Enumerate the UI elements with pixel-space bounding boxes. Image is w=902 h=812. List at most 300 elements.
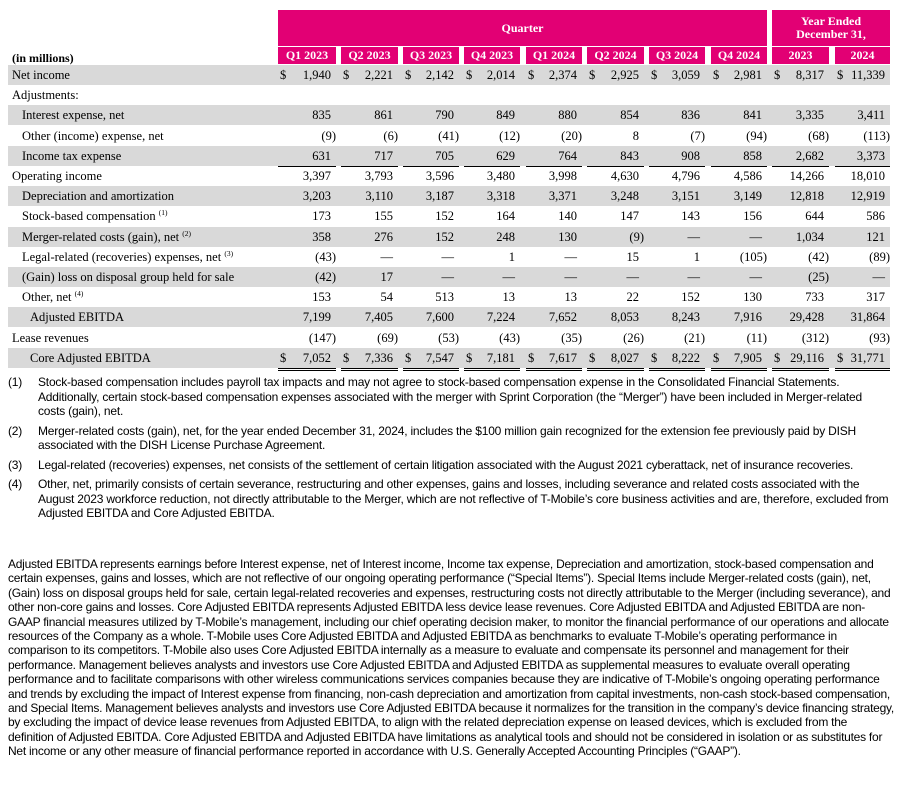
table-cell: [403, 206, 459, 226]
footnote-3: [8, 458, 892, 473]
cell-value: 173: [312, 209, 331, 224]
table-cell: [403, 227, 459, 247]
cell-value: 790: [435, 108, 454, 123]
double-underline: [649, 368, 705, 371]
cell-value: 3,059: [671, 68, 700, 82]
column-header: Q3 2024: [649, 47, 705, 64]
cell-value: 3,187: [425, 189, 454, 204]
cell-value: 513: [435, 290, 454, 305]
table-cell: [341, 247, 398, 267]
table-row: [8, 166, 890, 186]
cell-value: 3,793: [364, 169, 393, 183]
cell-value: (42): [315, 270, 336, 284]
table-cell: [526, 307, 582, 327]
dollar-sign: $: [405, 350, 412, 365]
cell-value: —: [872, 270, 885, 284]
table-cell: [835, 166, 890, 186]
cell-value: 29,116: [790, 350, 824, 365]
cell-value: (20): [561, 128, 582, 143]
footnote-number: (2): [8, 423, 23, 438]
dollar-sign: $: [280, 68, 287, 82]
table-row: [8, 307, 890, 327]
dollar-sign: $: [405, 68, 412, 82]
double-underline: [711, 368, 767, 371]
table-cell: [341, 206, 398, 226]
cell-value: 12,818: [789, 189, 824, 204]
table-cell: [526, 166, 582, 186]
table-cell: [278, 267, 336, 287]
row-label-text: Lease revenues: [12, 330, 89, 345]
table-cell: [587, 166, 644, 186]
units-label: (in millions): [12, 51, 74, 65]
double-underline: [587, 368, 644, 371]
table-cell: [835, 105, 890, 125]
table-cell: [403, 146, 459, 166]
footnote-number: (4): [8, 477, 23, 491]
cell-value: 7,617: [548, 350, 577, 365]
table-cell: [464, 105, 520, 125]
table-cell: [278, 287, 336, 307]
cell-value: (89): [869, 249, 890, 264]
table-cell: [835, 146, 890, 166]
cell-value: 7,336: [364, 350, 393, 365]
cell-value: —: [441, 270, 454, 284]
table-cell: [772, 65, 829, 85]
table-cell: [835, 65, 890, 85]
table-cell: [772, 206, 829, 226]
table-cell: [835, 348, 890, 368]
cell-value: —: [502, 270, 515, 284]
table-cell: [711, 206, 767, 226]
cell-value: 631: [312, 148, 331, 163]
table-cell: [341, 307, 398, 327]
cell-value: 4,796: [671, 169, 700, 183]
table-cell: [341, 348, 398, 368]
table-cell: [526, 267, 582, 287]
cell-value: —: [749, 229, 762, 244]
table-cell: [587, 65, 644, 85]
cell-value: 248: [496, 229, 515, 244]
table-cell: [278, 126, 336, 146]
cell-value: 143: [681, 209, 700, 224]
table-cell: [711, 146, 767, 166]
cell-value: —: [687, 229, 700, 244]
table-cell: [464, 146, 520, 166]
table-cell: [587, 227, 644, 247]
footnote-reference: (2): [182, 228, 191, 238]
dollar-sign: $: [837, 68, 844, 82]
table-cell: [649, 186, 705, 206]
table-cell: [341, 186, 398, 206]
table-cell: [526, 206, 582, 226]
row-label: [22, 186, 174, 206]
row-label-text: Other (income) expense, net: [22, 128, 164, 143]
cell-value: 3,151: [671, 189, 700, 204]
cell-value: 1: [508, 249, 515, 264]
table-cell: [587, 287, 644, 307]
table-cell: [464, 267, 520, 287]
cell-value: 858: [743, 148, 762, 163]
cell-value: 2,925: [610, 68, 639, 82]
cell-value: 156: [743, 209, 762, 224]
row-label-text: Income tax expense: [22, 148, 122, 163]
table-cell: [464, 166, 520, 186]
cell-value: 8,243: [671, 310, 700, 325]
cell-value: 4,630: [610, 169, 639, 183]
double-underline: [403, 368, 459, 371]
row-label-text: Adjustments:: [12, 88, 79, 103]
cell-value: (7): [690, 128, 705, 143]
table-cell: [649, 166, 705, 186]
column-header: Q1 2024: [526, 47, 582, 64]
cell-value: (312): [801, 330, 829, 345]
table-cell: [772, 287, 829, 307]
cell-value: 3,149: [733, 189, 762, 204]
dollar-sign: $: [713, 68, 720, 82]
cell-value: 7,199: [302, 310, 331, 325]
table-cell: [772, 186, 829, 206]
footnote-text: Other, net, primarily consists of certain severance, restructuring and other expenses, gains and losses, including severance and related costs associated with the August 2023 workforce reduction, not directly attributable to the Merger, which are not reflective of T-Mobile’s core business activities and are, therefore, excluded from Adjusted EBITDA and Core Adjusted EBITDA.: [38, 477, 889, 520]
cell-value: (43): [499, 330, 520, 345]
table-cell: [587, 105, 644, 125]
table-cell: [403, 267, 459, 287]
table-row: [8, 328, 890, 348]
dollar-sign: $: [651, 350, 658, 365]
table-cell: [587, 146, 644, 166]
table-cell: [649, 227, 705, 247]
cell-value: 152: [435, 229, 454, 244]
table-cell: [711, 65, 767, 85]
cell-value: (11): [746, 330, 767, 345]
table-cell: [711, 126, 767, 146]
cell-value: 11,339: [851, 68, 885, 82]
cell-value: 29,428: [789, 310, 824, 325]
footnote-1: [8, 375, 892, 419]
table-cell: [278, 247, 336, 267]
cell-value: 3,203: [302, 189, 331, 204]
table-cell: [464, 247, 520, 267]
cell-value: 8,222: [671, 350, 700, 365]
row-label: [22, 126, 164, 146]
table-cell: [464, 328, 520, 348]
table-cell: [526, 348, 582, 368]
cell-value: 22: [626, 290, 639, 305]
table-cell: [341, 146, 398, 166]
row-label-text: Core Adjusted EBITDA: [30, 350, 151, 365]
table-cell: [341, 328, 398, 348]
cell-value: 3,411: [857, 108, 885, 123]
cell-value: 31,864: [850, 310, 885, 325]
table-cell: [711, 267, 767, 287]
table-cell: [341, 287, 398, 307]
table-cell: [587, 307, 644, 327]
cell-value: (43): [315, 249, 336, 264]
table-row: [8, 126, 890, 146]
cell-value: 854: [620, 108, 639, 123]
table-cell: [403, 247, 459, 267]
cell-value: 1,034: [795, 229, 824, 244]
table-row: [8, 227, 890, 247]
cell-value: 7,652: [548, 310, 577, 325]
cell-value: 2,142: [425, 68, 454, 82]
column-header: Q2 2024: [587, 47, 644, 64]
row-label: [12, 65, 70, 85]
cell-value: 4,586: [733, 169, 762, 183]
cell-value: 908: [681, 148, 700, 163]
cell-value: 164: [496, 209, 515, 224]
cell-value: —: [564, 249, 577, 264]
cell-value: 130: [743, 290, 762, 305]
table-cell: [341, 126, 398, 146]
cell-value: 12,919: [850, 189, 885, 204]
table-cell: [403, 186, 459, 206]
cell-value: 8,053: [610, 310, 639, 325]
cell-value: (105): [739, 249, 767, 264]
cell-value: 717: [374, 148, 393, 163]
dollar-sign: $: [774, 68, 781, 82]
year-header-line1: Year Ended: [800, 14, 862, 28]
table-cell: [341, 65, 398, 85]
table-cell: [278, 206, 336, 226]
footnote-reference: (4): [74, 289, 84, 299]
cell-value: 644: [805, 209, 824, 224]
cell-value: 7,405: [364, 310, 393, 325]
cell-value: (68): [808, 128, 829, 143]
table-cell: [526, 227, 582, 247]
cell-value: (21): [684, 330, 705, 345]
cell-value: (41): [438, 128, 459, 143]
table-row: [8, 65, 890, 85]
table-row: [8, 247, 890, 267]
table-cell: [649, 105, 705, 125]
table-cell: [464, 186, 520, 206]
table-cell: [278, 186, 336, 206]
table-cell: [526, 287, 582, 307]
table-cell: [772, 146, 829, 166]
cell-value: 8,317: [795, 68, 824, 82]
table-cell: [772, 126, 829, 146]
table-cell: [835, 287, 890, 307]
table-cell: [649, 328, 705, 348]
table-cell: [587, 206, 644, 226]
cell-value: 155: [374, 209, 393, 224]
table-cell: [711, 186, 767, 206]
table-cell: [403, 348, 459, 368]
cell-value: 733: [805, 290, 824, 305]
cell-value: 18,010: [850, 169, 885, 183]
cell-value: 880: [558, 108, 577, 123]
dollar-sign: $: [651, 68, 658, 82]
dollar-sign: $: [466, 68, 473, 82]
table-row: [8, 287, 890, 307]
table-cell: [587, 247, 644, 267]
cell-value: 7,547: [425, 350, 454, 365]
table-cell: [649, 206, 705, 226]
quarter-group-header: Quarter: [278, 10, 767, 46]
dollar-sign: $: [343, 68, 350, 82]
cell-value: (53): [438, 330, 459, 345]
dollar-sign: $: [589, 68, 596, 82]
table-cell: [278, 328, 336, 348]
table-cell: [835, 126, 890, 146]
table-cell: [464, 126, 520, 146]
table-row: [8, 105, 890, 125]
table-cell: [711, 348, 767, 368]
cell-value: 152: [681, 290, 700, 305]
table-cell: [587, 328, 644, 348]
table-cell: [835, 307, 890, 327]
cell-value: (113): [863, 128, 890, 143]
year-header-line2: December 31,: [796, 27, 866, 41]
cell-value: 7,052: [302, 350, 331, 365]
table-cell: [278, 166, 336, 186]
cell-value: 14,266: [789, 169, 824, 183]
table-cell: [835, 227, 890, 247]
table-cell: [649, 287, 705, 307]
row-label: [12, 85, 79, 105]
cell-value: 130: [558, 229, 577, 244]
table-cell: [711, 307, 767, 327]
table-cell: [772, 227, 829, 247]
table-row: [8, 348, 890, 368]
row-label: [30, 307, 124, 327]
cell-value: 705: [435, 148, 454, 163]
table-cell: [587, 348, 644, 368]
table-cell: [772, 267, 829, 287]
cell-value: 152: [435, 209, 454, 224]
table-cell: [649, 247, 705, 267]
cell-value: 7,916: [733, 310, 762, 325]
cell-value: (6): [383, 128, 398, 143]
table-cell: [772, 105, 829, 125]
row-label-text: Other, net: [22, 290, 72, 305]
table-row: [8, 267, 890, 287]
table-cell: [278, 227, 336, 247]
table-cell: [526, 328, 582, 348]
table-cell: [526, 247, 582, 267]
table-cell: [772, 348, 829, 368]
table-cell: [403, 65, 459, 85]
row-label-text: Operating income: [12, 169, 102, 183]
row-label: [30, 348, 151, 368]
table-cell: [403, 166, 459, 186]
cell-value: 15: [626, 249, 639, 264]
row-label: [22, 227, 191, 247]
year-group-header: [772, 10, 890, 46]
row-label: [12, 328, 89, 348]
row-label-text: Depreciation and amortization: [22, 189, 175, 204]
cell-value: 836: [681, 108, 700, 123]
double-underline: [772, 368, 829, 371]
cell-value: 3,371: [548, 189, 577, 204]
cell-value: (94): [746, 128, 767, 143]
dollar-sign: $: [713, 350, 720, 365]
footnote-2: [8, 424, 892, 453]
cell-value: 3,373: [856, 148, 885, 163]
dollar-sign: $: [528, 68, 535, 82]
cell-value: —: [564, 270, 577, 284]
cell-value: 13: [502, 290, 515, 305]
cell-value: (9): [629, 229, 644, 244]
cell-value: 7,905: [733, 350, 762, 365]
column-header: 2023: [772, 47, 829, 64]
row-label: [12, 166, 102, 186]
dollar-sign: $: [589, 350, 596, 365]
row-label: [22, 287, 83, 307]
table-cell: [526, 146, 582, 166]
table-cell: [835, 247, 890, 267]
cell-value: (147): [308, 330, 336, 345]
footnotes: [8, 375, 892, 526]
cell-value: 54: [380, 290, 393, 305]
ebitda-definition-paragraph: Adjusted EBITDA represents earnings before Interest expense, net of Interest income, Income tax expense, Depreciation and amortization, stock-based compensation and certain expenses, gains and losses, which are not reflective of our ongoing operating performance (“Special Items”). Special Items include Merger-related costs (gain), net, (Gain) loss on disposal groups held for sale, certain legal-related recoveries and expenses, restructuring costs not directly attributable to the Merger (including severance), and other non-core gains and losses. Core Adjusted EBITDA represents Adjusted EBITDA less device lease revenues. Core Adjusted EBITDA and Adjusted EBITDA are non-GAAP financial measures utilized by T-Mobile’s management, including our chief operating decision maker, to monitor the financial performance of our operations and allocate resources of the Company as a whole. T-Mobile uses Core Adjusted EBITDA and Adjusted EBITDA as benchmarks to evaluate T-Mobile’s operating performance in comparison to its competitors. T-Mobile also uses Core Adjusted EBITDA internally as a measure to evaluate and compensate its personnel and management for their performance. Management believes analysts and investors use Core Adjusted EBITDA and Adjusted EBITDA as supplemental measures to evaluate overall operating performance and to facilitate comparisons with other wireless communications services companies because they are indicative of T-Mobile’s ongoing operating performance and trends by excluding the impact of Interest expense from financing, non-cash depreciation and amortization from capital investments, non-cash stock-based compensation, and Special Items. Management believes analysts and investors use Core Adjusted EBITDA because it normalizes for the transition in the company’s device financing strategy, by excluding the impact of device lease revenues from Adjusted EBITDA, to align with the related depreciation expense on leased devices, which is excluded from the definition of Adjusted EBITDA. Core Adjusted EBITDA and Adjusted EBITDA have limitations as analytical tools and should not be considered in isolation or as substitutes for Net income or any other measure of financial performance reported in accordance with U.S. Generally Accepted Accounting Principles (“GAAP”).: [8, 557, 894, 759]
footnote-text: Stock-based compensation includes payroll tax impacts and may not agree to stock-based compensation expense in the Consolidated Financial Statements. Additionally, certain stock-based compensation expenses associated with the merger with Sprint Corporation (the “Merger”) have been included in Merger-related costs (gain), net.: [38, 375, 862, 418]
dollar-sign: $: [528, 350, 535, 365]
table-cell: [649, 267, 705, 287]
row-label-text: Legal-related (recoveries) expenses, net: [22, 249, 222, 264]
table-row: [8, 85, 890, 105]
cell-value: 121: [866, 229, 885, 244]
table-cell: [526, 186, 582, 206]
double-underline: [526, 368, 582, 371]
column-header: Q4 2023: [464, 47, 520, 64]
table-cell: [278, 348, 336, 368]
table-cell: [711, 227, 767, 247]
row-label: [22, 146, 121, 166]
footnote-reference: (3): [224, 248, 234, 258]
table-cell: [649, 65, 705, 85]
cell-value: 147: [620, 209, 639, 224]
cell-value: 2,682: [795, 148, 824, 163]
table-cell: [772, 247, 829, 267]
table-cell: [772, 328, 829, 348]
column-header: 2024: [835, 47, 890, 64]
cell-value: 2,981: [733, 68, 762, 82]
row-label-text: Adjusted EBITDA: [30, 310, 125, 325]
cell-value: (12): [499, 128, 520, 143]
cell-value: 276: [374, 229, 393, 244]
table-cell: [711, 247, 767, 267]
footnote-text: Merger-related costs (gain), net, for the year ended December 31, 2024, includes the $100 million gain recognized for the extension fee previously paid by DISH associated with the DISH License Purchase Agreement.: [38, 423, 857, 452]
column-header: Q4 2024: [711, 47, 767, 64]
cell-value: 1,940: [302, 68, 331, 82]
cell-value: 317: [866, 290, 885, 305]
table-cell: [278, 146, 336, 166]
cell-value: 3,110: [365, 189, 393, 204]
table-cell: [835, 206, 890, 226]
cell-value: —: [380, 249, 393, 264]
cell-value: 8,027: [610, 350, 639, 365]
cell-value: 764: [558, 148, 577, 163]
table-cell: [278, 307, 336, 327]
cell-value: 861: [374, 108, 393, 123]
cell-value: (35): [561, 330, 582, 345]
row-label-text: Net income: [12, 68, 70, 82]
table-cell: [526, 126, 582, 146]
footnote-text: Legal-related (recoveries) expenses, net consists of the settlement of certain litigation associated with the August 2021 cyberattack, net of insurance recoveries.: [38, 457, 854, 472]
dollar-sign: $: [837, 350, 844, 365]
table-cell: [464, 206, 520, 226]
double-underline: [341, 368, 398, 371]
table-cell: [649, 126, 705, 146]
table-cell: [341, 166, 398, 186]
table-cell: [403, 287, 459, 307]
table-cell: [403, 126, 459, 146]
table-cell: [772, 307, 829, 327]
cell-value: —: [626, 270, 639, 284]
cell-value: 586: [866, 209, 885, 224]
row-label-text: Stock-based compensation: [22, 209, 156, 224]
